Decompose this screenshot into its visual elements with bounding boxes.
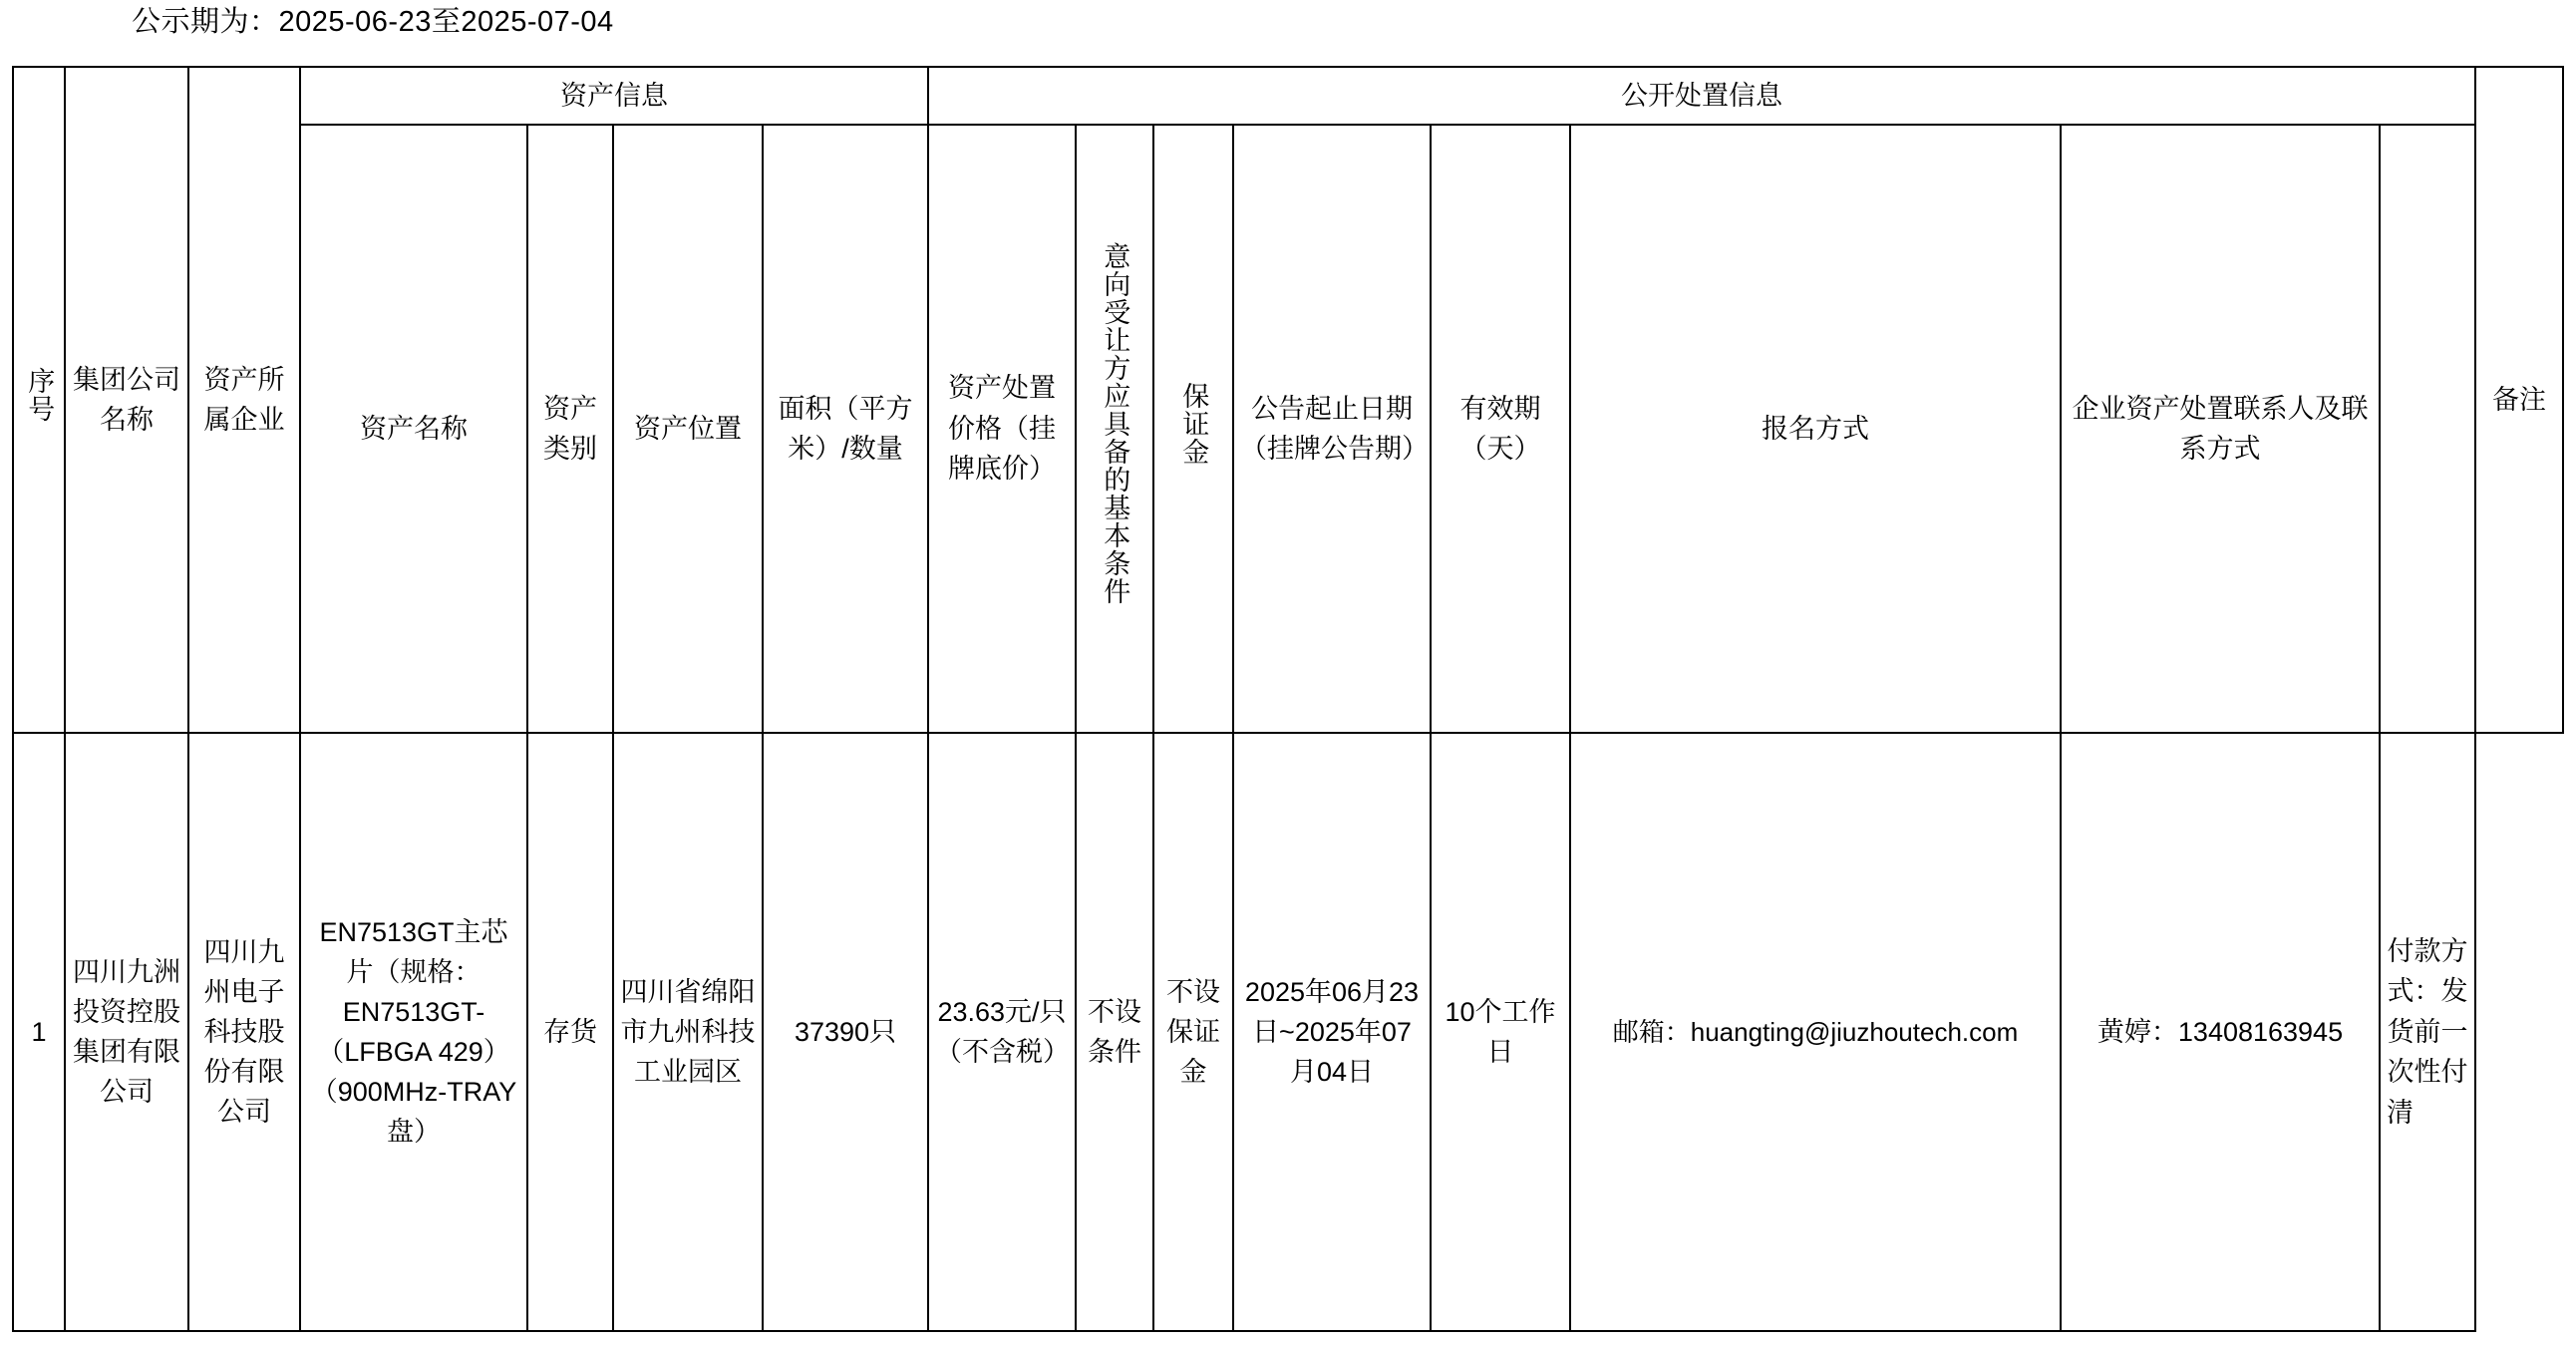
cell-owner-enterprise: 四川九州电子科技股份有限公司: [188, 733, 300, 1331]
header-announcement-dates-label: 公告起止日期（挂牌公告期）: [1240, 393, 1429, 464]
cell-deposit: 不设保证金: [1153, 733, 1233, 1331]
header-transferee-conditions: [1076, 125, 1153, 733]
header-validity-days: [1431, 125, 1570, 733]
header-owner-enterprise: [188, 67, 300, 733]
header-validity-days-label: 有效期（天）: [1459, 393, 1541, 464]
header-asset-info-group: [300, 67, 928, 125]
cell-transferee-conditions: 不设条件: [1076, 733, 1153, 1331]
header-owner-enterprise-label: 资产所属企业: [203, 364, 285, 435]
table-row: [13, 733, 2563, 1331]
header-signup-method-label: 报名方式: [1762, 414, 1869, 444]
header-contact-label: 企业资产处置联系人及联系方式: [2072, 393, 2369, 464]
cell-announcement-dates: 2025年06月23日~2025年07月04日: [1233, 733, 1431, 1331]
header-remark-label: 备注: [2492, 384, 2546, 415]
header-asset-info-label: 资产信息: [560, 81, 668, 111]
header-announcement-dates: [1233, 125, 1431, 733]
cell-index: 1: [13, 733, 65, 1331]
header-asset-category: [527, 125, 613, 733]
header-asset-category-label: 资产类别: [543, 393, 597, 464]
notice-period-text: 公示期为：2025-06-23至2025-07-04: [132, 6, 614, 38]
header-asset-name: [300, 125, 527, 733]
header-deposit: [1153, 125, 1233, 733]
cell-contact: 黄婷：13408163945: [2061, 733, 2380, 1331]
cell-asset-category: 存货: [527, 733, 613, 1331]
asset-disposal-table-wrapper: [12, 66, 2564, 1332]
header-group-company-label: 集团公司名称: [73, 364, 180, 435]
cell-validity-days: 10个工作日: [1431, 733, 1570, 1331]
cell-area-quantity: 37390只: [763, 733, 928, 1331]
header-group-company: [65, 67, 188, 733]
header-asset-name-label: 资产名称: [360, 413, 468, 444]
header-contact: [2061, 125, 2380, 733]
cell-disposal-price: 23.63元/只（不含税）: [928, 733, 1076, 1331]
cell-asset-location: 四川省绵阳市九州科技工业园区: [613, 733, 763, 1331]
header-public-disposal-label: 公开处置信息: [1621, 81, 1782, 111]
header-disposal-price: [928, 125, 1076, 733]
header-area-quantity: [763, 125, 928, 733]
asset-disposal-table: [12, 66, 2564, 1332]
header-remark: [2475, 67, 2563, 733]
header-public-disposal-group: [928, 67, 2475, 125]
table-header-group-row: [13, 67, 2563, 125]
cell-asset-name: EN7513GT主芯片（规格：EN7513GT-（LFBGA 429）（900MHz-TRAY盘）: [300, 733, 527, 1331]
header-area-quantity-label: 面积（平方米）/数量: [778, 393, 913, 464]
header-disposal-price-label: 资产处置价格（挂牌底价）: [948, 373, 1056, 485]
header-transferee-conditions-label: 意向受让方应具备的基本条件: [1100, 241, 1130, 605]
header-asset-location-label: 资产位置: [634, 413, 742, 444]
cell-remark: 付款方式：发货前一次性付清: [2380, 733, 2475, 1331]
cell-signup-method: 邮箱：huangting@jiuzhoutech.com: [1570, 733, 2061, 1331]
header-index-label: 序号: [24, 366, 55, 423]
cell-group-company: 四川九洲投资控股集团有限公司: [65, 733, 188, 1331]
header-asset-location: [613, 125, 763, 733]
table-header-sub-row: [13, 125, 2563, 733]
header-deposit-label: 保证金: [1178, 381, 1209, 466]
header-signup-method: [1570, 125, 2061, 733]
header-index: [13, 67, 65, 733]
